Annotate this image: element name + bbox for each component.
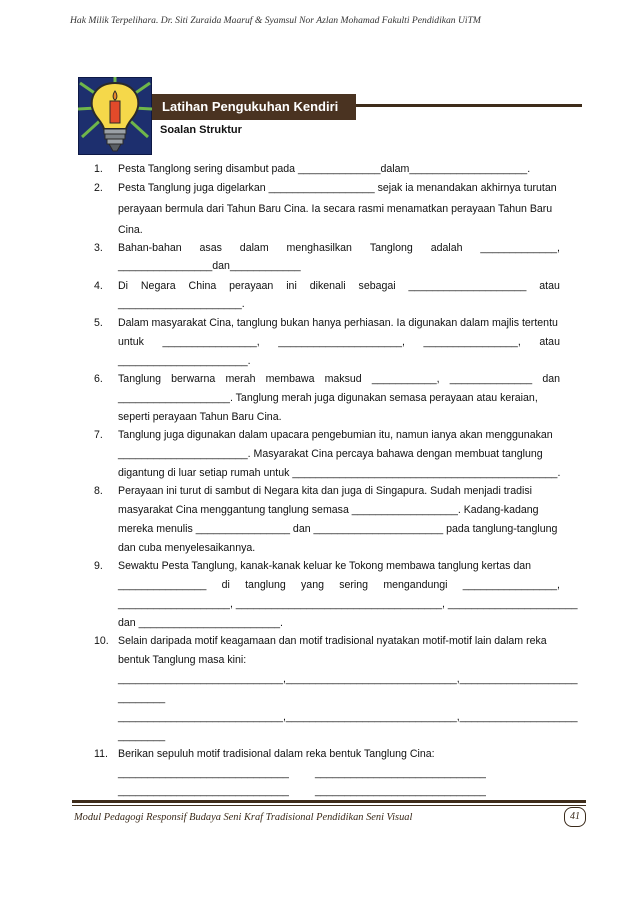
question-text: digantung di luar setiap rumah untuk _____________________________________________. [118, 467, 561, 479]
answer-blank[interactable]: _______________ [118, 579, 207, 591]
question-number: 5. [94, 317, 103, 329]
word: sering [339, 579, 369, 591]
answer-blank[interactable]: ___________________, ___________________________________, ______________________ [118, 598, 578, 610]
page-header: Hak Milik Terpelihara. Dr. Siti Zuraida Maaruf & Syamsul Nor Azlan Mohamad Fakulti Pendidikan UiTM [70, 15, 481, 26]
question-text [118, 277, 560, 295]
section-subtitle: Soalan Struktur [160, 124, 242, 136]
word: sebagai [358, 280, 396, 292]
word: China [188, 280, 217, 292]
answer-blank[interactable]: ________________, [462, 579, 560, 591]
question-number: 6. [94, 373, 103, 385]
question-text: perayaan bermula dari Tahun Baru Cina. Ia secara rasmi menamatkan perayaan Tahun Baru [118, 203, 553, 215]
word: adalah [430, 242, 463, 254]
question-text: Selain daripada motif keagamaan dan motif tradisional nyatakan motif-motif lain dalam reka [118, 635, 547, 647]
word: berwarna [171, 373, 216, 385]
question-number: 7. [94, 429, 103, 441]
word: atau [539, 336, 560, 348]
answer-blank[interactable]: _____________________________ [118, 785, 289, 797]
answer-blank[interactable]: ________ [118, 730, 166, 742]
answer-blank[interactable]: ____________________ [408, 280, 527, 292]
word: Tanglung [118, 373, 162, 385]
answer-blank[interactable]: ______________________. [118, 355, 251, 367]
answer-blank[interactable]: ______________ [449, 373, 533, 385]
question-text: bentuk Tanglung masa kini: [118, 654, 247, 666]
question-text: Pesta Tanglung juga digelarkan __________________ sejak ia menandakan akhirnya turutan [118, 182, 557, 194]
word: asas [199, 242, 222, 254]
word: merah [225, 373, 256, 385]
page-number: 41 [564, 807, 586, 827]
question-text [118, 576, 560, 594]
question-text [118, 370, 560, 388]
answer-blank[interactable]: _____________________, [278, 336, 405, 348]
word: maksud [324, 373, 362, 385]
answer-blank[interactable]: _____________, [480, 242, 560, 254]
footer-rule [72, 805, 586, 806]
question-number: 10. [94, 635, 109, 647]
question-number: 9. [94, 560, 103, 572]
answer-blank[interactable]: ________________, [423, 336, 521, 348]
answer-blank[interactable]: ________ [118, 692, 166, 704]
question-number: 2. [94, 182, 103, 194]
question-text: Sewaktu Pesta Tanglung, kanak-kanak keluar ke Tokong membawa tanglung kertas dan [118, 560, 532, 572]
question-text: dan cuba menyelesaikannya. [118, 542, 256, 554]
question-text: Pesta Tanglong sering disambut pada ______________dalam____________________. [118, 163, 531, 175]
question-number: 8. [94, 485, 103, 497]
word: dikenali [309, 280, 346, 292]
footer-rule [72, 800, 586, 803]
word: Di [118, 280, 129, 292]
answer-blank[interactable]: ___________, [371, 373, 440, 385]
answer-blank[interactable]: _____________________. [118, 298, 245, 310]
word: atau [539, 280, 560, 292]
answer-blank[interactable]: ____________________________,_____________________________,____________________ [118, 673, 578, 685]
question-text: Tanglung juga digunakan dalam upacara pengebumian itu, namun ianya akan menggunakan [118, 429, 553, 441]
answer-blank[interactable]: _____________________________ [315, 785, 486, 797]
banner-rule [356, 104, 582, 107]
question-text [118, 333, 560, 351]
answer-blank[interactable]: _____________________________ [118, 767, 289, 779]
word: perayaan [229, 280, 274, 292]
word: dan [542, 373, 560, 385]
question-text: ___________________. Tanglung merah juga digunakan semasa perayaan atau keraian, [118, 392, 538, 404]
word: menghasilkan [286, 242, 352, 254]
word: Tanglong [369, 242, 413, 254]
word: ini [286, 280, 297, 292]
answer-blank[interactable]: ____________________________,_____________________________,____________________ [118, 711, 578, 723]
question-text: Perayaan ini turut di sambut di Negara kita dan juga di Singapura. Sudah menjadi tradisi [118, 485, 532, 497]
word: untuk [118, 336, 144, 348]
answer-blank[interactable]: ________________, [162, 336, 260, 348]
lightbulb-candle-icon [78, 77, 152, 155]
word: yang [301, 579, 324, 591]
question-text: masyarakat Cina menggantung tanglung semasa __________________. Kadang-kadang [118, 504, 539, 516]
question-number: 3. [94, 242, 103, 254]
question-text: mereka menulis ________________ dan ______________________ pada tanglung-tanglung [118, 523, 558, 535]
question-text: Dalam masyarakat Cina, tanglung bukan hanya perhiasan. Ia digunakan dalam majlis tertentu [118, 317, 558, 329]
word: mengandungi [383, 579, 448, 591]
question-text: ______________________. Masyarakat Cina percaya bahawa dengan membuat tanglung [118, 448, 543, 460]
question-number: 1. [94, 163, 103, 175]
section-banner: Latihan Pengukuhan Kendiri [152, 94, 356, 120]
question-text: Berikan sepuluh motif tradisional dalam reka bentuk Tanglung Cina: [118, 748, 435, 760]
word: Negara [140, 280, 176, 292]
word: membawa [265, 373, 315, 385]
answer-blank[interactable]: _____________________________ [315, 767, 486, 779]
word: Bahan-bahan [118, 242, 182, 254]
answer-blank[interactable]: ________________dan____________ [118, 260, 301, 272]
question-text: dan ________________________. [118, 617, 283, 629]
question-text [118, 239, 560, 257]
question-text: seperti perayaan Tahun Baru Cina. [118, 411, 282, 423]
question-number: 4. [94, 280, 103, 292]
question-text: Cina. [118, 224, 143, 236]
word: dalam [239, 242, 269, 254]
word: tanglung [245, 579, 286, 591]
word: di [221, 579, 230, 591]
question-number: 11. [94, 748, 108, 760]
page-footer: Modul Pedagogi Responsif Budaya Seni Kraf Tradisional Pendidikan Seni Visual [74, 812, 413, 823]
